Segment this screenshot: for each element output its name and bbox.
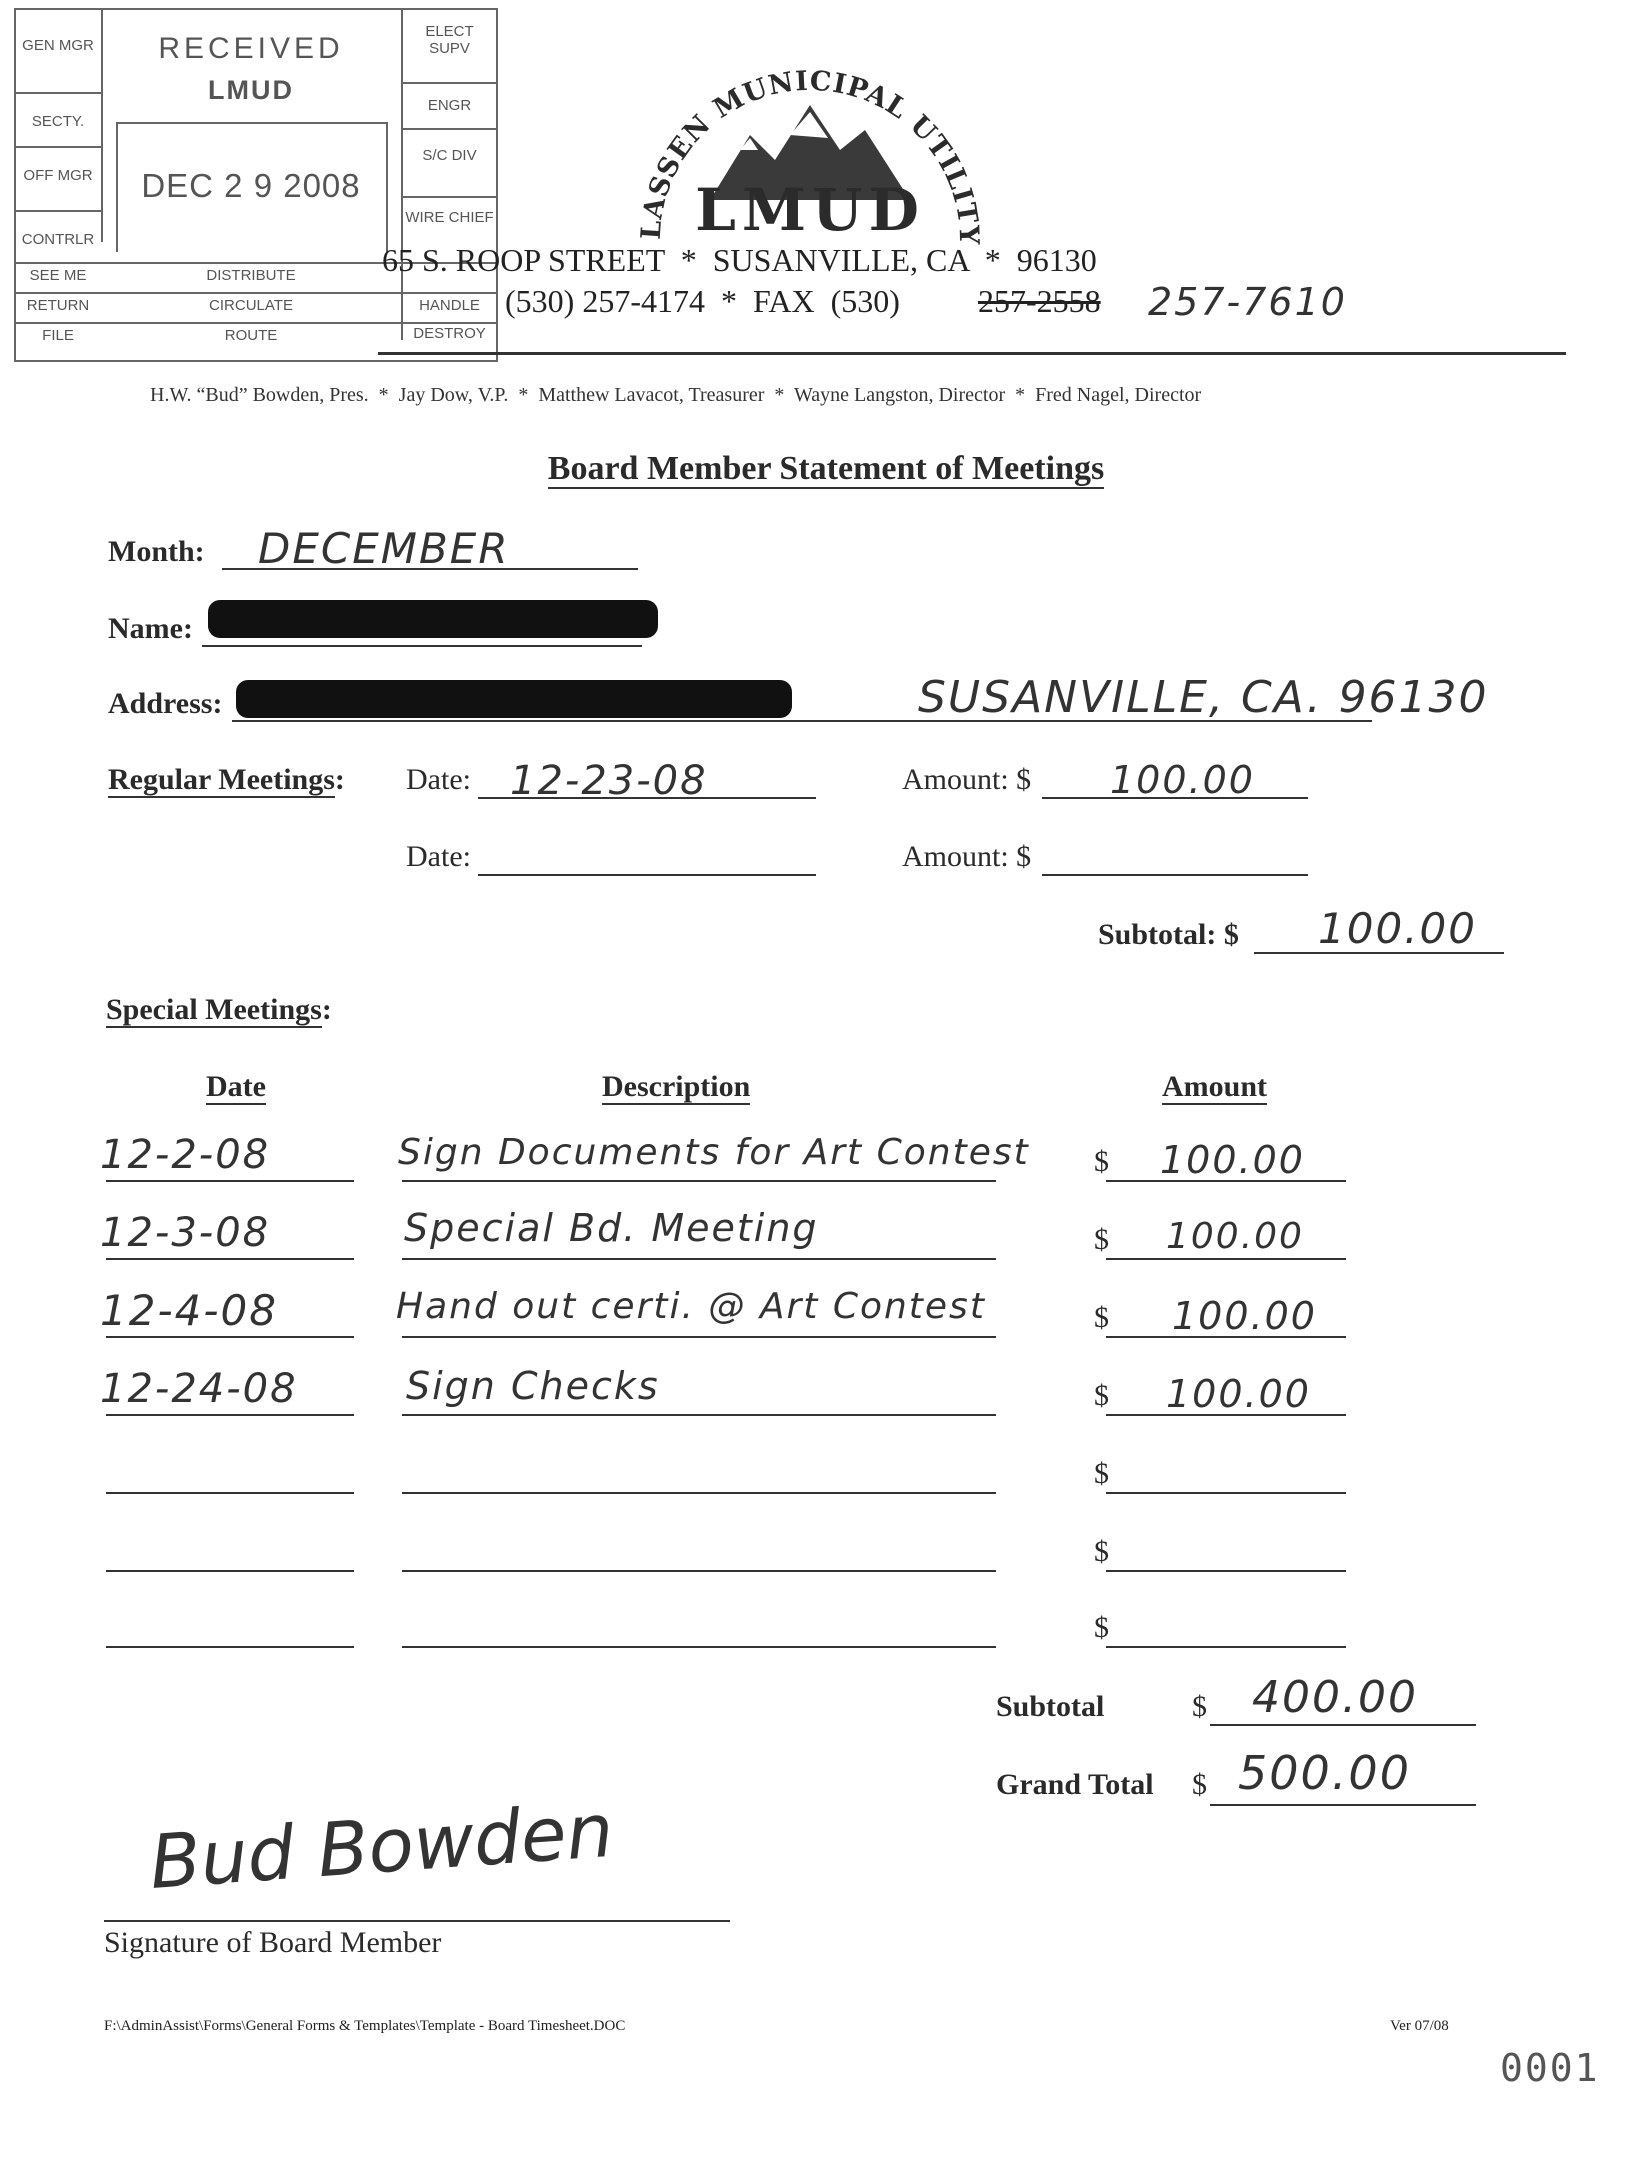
special-meetings-colon: :: [321, 993, 332, 1026]
special-row-currency: $: [1094, 1301, 1109, 1334]
logo-arc-text: ASSEN MUNICIPAL UTILIT: [640, 65, 980, 227]
stamp-date: DEC 2 9 2008: [141, 167, 361, 204]
regular-date-1: 12-23-08: [510, 758, 708, 804]
header-fax-struck: 257-2558: [978, 283, 1101, 319]
header-phone: (530) 257-4174 * FAX (530): [505, 283, 900, 319]
form-title: Board Member Statement of Meetings: [547, 450, 1105, 487]
special-row-amount: 100.00: [1166, 1372, 1311, 1416]
address-redaction: [236, 680, 792, 718]
stamp-label-file: FILE: [42, 327, 74, 344]
special-row-date: 12-4-08: [100, 1286, 278, 1335]
special-row-description: Sign Checks: [406, 1364, 660, 1408]
stamp-org: LMUD: [208, 75, 294, 105]
regular-subtotal-value: 100.00: [1318, 904, 1477, 953]
special-row-amount: 100.00: [1166, 1216, 1304, 1257]
page-number: 0001: [1500, 2046, 1600, 2090]
special-subtotal-currency: $: [1192, 1690, 1207, 1723]
lmud-logo: [640, 50, 980, 250]
grand-total-currency: $: [1192, 1768, 1207, 1801]
month-label: Month:: [108, 535, 205, 568]
address-value: SUSANVILLE, CA. 96130: [918, 672, 1489, 723]
regular-amount-1: 100.00: [1110, 758, 1255, 802]
special-meetings-label: Special Meetings: [106, 993, 322, 1026]
regular-date-label-2: Date:: [406, 840, 471, 873]
special-row-currency: $: [1094, 1457, 1109, 1490]
officers-list: H.W. “Bud” Bowden, Pres. * Jay Dow, V.P. * Matthew Lavacot, Treasurer * Wayne Langston, Director * Fred Nagel, Director: [150, 384, 1202, 406]
stamp-received: RECEIVED: [158, 32, 344, 65]
signature-label: Signature of Board Member: [104, 1926, 442, 1959]
col-amount-header: Amount: [1162, 1070, 1268, 1103]
stamp-label-destroy: DESTROY: [413, 325, 486, 342]
header-fax-handwritten: 257-7610: [1148, 280, 1347, 324]
grand-total-value: 500.00: [1238, 1746, 1411, 1800]
special-row-date: 12-2-08: [100, 1132, 271, 1178]
received-stamp: [14, 8, 498, 362]
stamp-label-see-me: SEE ME: [29, 267, 87, 284]
special-row-amount: 100.00: [1172, 1294, 1317, 1338]
special-row-currency: $: [1094, 1223, 1109, 1256]
col-description-header: Description: [602, 1070, 751, 1103]
special-row-date: 12-24-08: [100, 1366, 298, 1412]
stamp-label-sc-div: S/C DIV: [422, 147, 477, 164]
regular-amount-label-1: Amount: $: [902, 763, 1032, 796]
stamp-label-circulate: CIRCULATE: [209, 297, 293, 314]
special-row-currency: $: [1094, 1535, 1109, 1568]
stamp-label-wire-chief: WIRE CHIEF: [405, 209, 494, 226]
stamp-label-route: ROUTE: [224, 327, 278, 344]
stamp-label-contrlr: CONTRLR: [21, 231, 95, 248]
address-label: Address:: [108, 687, 223, 720]
regular-date-label-1: Date:: [406, 763, 471, 796]
regular-meetings-label: Regular Meetings: [108, 763, 335, 796]
version: Ver 07/08: [1390, 2018, 1449, 2034]
special-subtotal-value: 400.00: [1252, 1672, 1418, 1723]
col-date-header: Date: [206, 1070, 266, 1103]
stamp-label-off-mgr: OFF MGR: [23, 167, 93, 184]
stamp-label-return: RETURN: [26, 297, 90, 314]
special-row-amount: 100.00: [1160, 1138, 1305, 1182]
regular-amount-label-2: Amount: $: [902, 840, 1032, 873]
file-path: F:\AdminAssist\Forms\General Forms & Templates\Template - Board Timesheet.DOC: [104, 2018, 626, 2034]
name-redaction: [208, 600, 658, 638]
special-row-description: Hand out certi. @ Art Contest: [396, 1286, 986, 1327]
special-row-currency: $: [1094, 1611, 1109, 1644]
month-value: DECEMBER: [258, 524, 510, 573]
name-label: Name:: [108, 612, 193, 645]
logo-mark: LMUD: [695, 176, 925, 244]
stamp-label-elect-supv: ELECT SUPV: [425, 23, 474, 57]
stamp-label-handle: HANDLE: [419, 297, 480, 314]
stamp-label-gen-mgr: GEN MGR: [22, 37, 94, 54]
header-address: 65 S. ROOP STREET * SUSANVILLE, CA * 96130: [382, 242, 1097, 278]
special-row-currency: $: [1094, 1145, 1109, 1178]
special-row-description: Special Bd. Meeting: [404, 1206, 819, 1250]
regular-subtotal-label: Subtotal: $: [1098, 918, 1239, 951]
special-row-date: 12-3-08: [100, 1210, 271, 1256]
stamp-label-distribute: DISTRIBUTE: [206, 267, 296, 284]
signature-handwritten: Bud Bowden: [147, 1787, 617, 1906]
stamp-label-engr: ENGR: [427, 97, 472, 114]
stamp-label-secty: SECTY.: [31, 113, 85, 130]
special-subtotal-label: Subtotal: [996, 1690, 1105, 1723]
special-row-currency: $: [1094, 1379, 1109, 1412]
regular-meetings-colon: :: [334, 763, 345, 796]
grand-total-label: Grand Total: [996, 1768, 1154, 1801]
special-row-description: Sign Documents for Art Contest: [398, 1132, 1030, 1173]
